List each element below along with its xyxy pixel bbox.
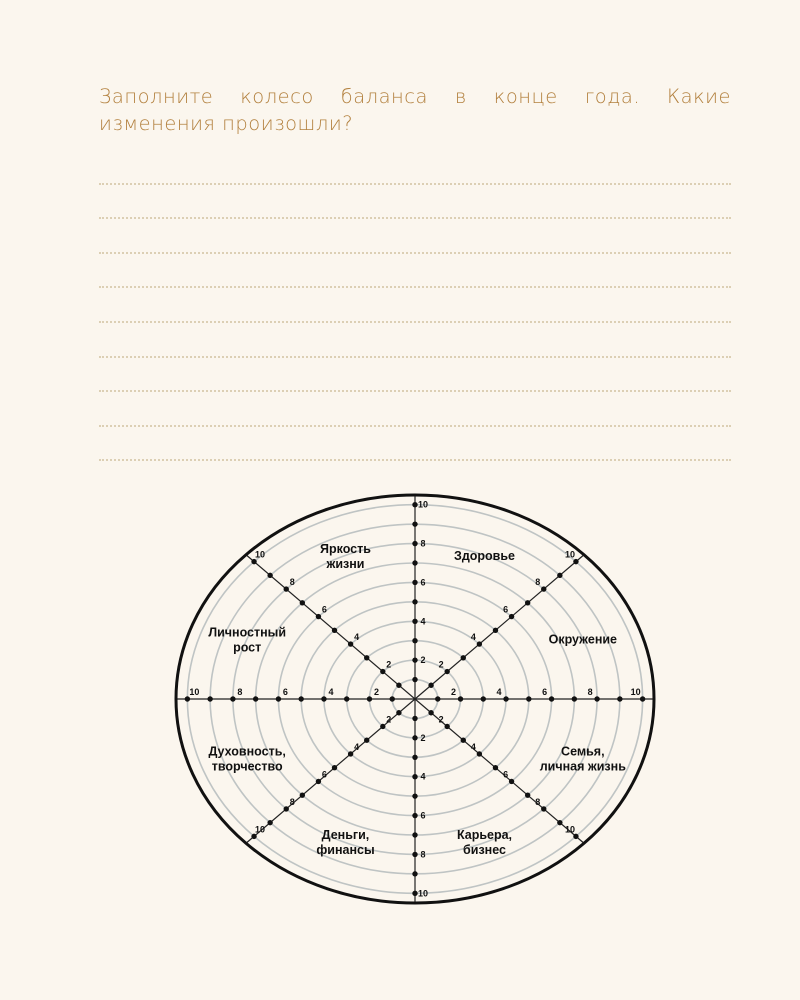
scale-tick-label: 10	[255, 549, 266, 560]
answer-line[interactable]	[99, 427, 731, 462]
scale-dot[interactable]	[412, 735, 417, 740]
scale-tick-label: 8	[237, 687, 243, 697]
segment-label-family	[540, 744, 626, 773]
answer-line[interactable]	[99, 150, 731, 185]
scale-dot[interactable]	[481, 696, 486, 701]
scale-dot[interactable]	[525, 600, 530, 605]
segment-label-line1: Окружение	[548, 632, 618, 647]
scale-dot[interactable]	[412, 871, 417, 876]
scale-tick-label: 6	[282, 687, 288, 697]
answer-lines	[99, 150, 731, 461]
scale-dot[interactable]	[541, 586, 546, 591]
segment-label-line1: Личностный	[208, 625, 287, 640]
scale-dot[interactable]	[412, 619, 417, 624]
scale-dot[interactable]	[267, 573, 272, 578]
scale-tick-label: 10	[564, 549, 575, 560]
scale-dot[interactable]	[412, 716, 417, 721]
scale-tick-label: 2	[420, 655, 426, 666]
scale-dot[interactable]	[525, 792, 530, 797]
scale-dot[interactable]	[390, 696, 395, 701]
scale-dot[interactable]	[458, 696, 463, 701]
scale-dot[interactable]	[253, 696, 258, 701]
scale-tick-label: 8	[535, 796, 541, 807]
segment-label-spirituality	[208, 744, 285, 773]
scale-dot[interactable]	[332, 765, 337, 770]
balance-wheel	[173, 492, 657, 906]
scale-dot[interactable]	[316, 614, 321, 619]
scale-dot[interactable]	[477, 641, 482, 646]
answer-line[interactable]	[99, 358, 731, 393]
scale-dot[interactable]	[493, 765, 498, 770]
segment-label-line2: творчество	[211, 759, 283, 774]
scale-dot[interactable]	[207, 696, 212, 701]
scale-dot[interactable]	[412, 677, 417, 682]
scale-tick-label: 6	[321, 604, 327, 615]
scale-tick-label: 8	[587, 687, 593, 697]
segment-label-brightness	[320, 542, 371, 571]
scale-dot[interactable]	[557, 820, 562, 825]
scale-dot[interactable]	[367, 696, 372, 701]
scale-dot[interactable]	[412, 502, 417, 507]
scale-dot[interactable]	[541, 806, 546, 811]
scale-dot[interactable]	[412, 638, 417, 643]
scale-tick-label: 10	[255, 824, 266, 835]
scale-dot[interactable]	[284, 586, 289, 591]
scale-dot[interactable]	[284, 806, 289, 811]
segment-label-line2: жизни	[326, 556, 365, 571]
scale-tick-label: 6	[542, 687, 548, 697]
scale-dot[interactable]	[251, 559, 256, 564]
scale-tick-label: 8	[420, 849, 426, 860]
scale-dot[interactable]	[412, 755, 417, 760]
scale-dot[interactable]	[230, 696, 235, 701]
scale-tick-label: 4	[354, 632, 360, 643]
segment-label-line1: Семья,	[561, 744, 605, 759]
scale-dot[interactable]	[380, 669, 385, 674]
segment-label-health	[454, 549, 515, 563]
scale-tick-label: 2	[420, 732, 426, 743]
scale-dot[interactable]	[503, 696, 508, 701]
segment-label-money	[316, 828, 374, 857]
scale-dot[interactable]	[300, 600, 305, 605]
answer-line[interactable]	[99, 392, 731, 427]
scale-dot[interactable]	[557, 573, 562, 578]
scale-dot[interactable]	[428, 683, 433, 688]
scale-dot[interactable]	[412, 521, 417, 526]
scale-dot[interactable]	[594, 696, 599, 701]
scale-dot[interactable]	[412, 852, 417, 857]
answer-line[interactable]	[99, 323, 731, 358]
scale-dot[interactable]	[380, 724, 385, 729]
scale-dot[interactable]	[444, 724, 449, 729]
segment-label-growth	[208, 626, 286, 655]
scale-dot[interactable]	[461, 655, 466, 660]
segment-label-line1: Здоровье	[454, 548, 516, 563]
scale-dot[interactable]	[573, 559, 578, 564]
segment-label-career	[457, 828, 512, 857]
scale-dot[interactable]	[412, 774, 417, 779]
segment-label-environment	[549, 633, 617, 647]
scale-tick-label: 2	[438, 659, 444, 670]
scale-tick-label: 6	[420, 577, 426, 588]
question-prompt: Заполните колесо баланса в конце года. Какие изменения произошли?	[99, 85, 731, 135]
scale-dot[interactable]	[251, 834, 256, 839]
scale-tick-label: 10	[417, 499, 429, 510]
scale-tick-label: 6	[420, 810, 426, 821]
scale-dot[interactable]	[412, 813, 417, 818]
scale-tick-label: 8	[289, 796, 295, 807]
scale-dot[interactable]	[412, 599, 417, 604]
scale-dot[interactable]	[396, 710, 401, 715]
scale-tick-label: 8	[535, 577, 541, 588]
scale-dot[interactable]	[412, 560, 417, 565]
answer-line[interactable]	[99, 219, 731, 254]
segment-label-line1: Духовность,	[208, 744, 286, 759]
scale-tick-label: 8	[289, 577, 295, 588]
scale-tick-label: 4	[496, 687, 502, 697]
scale-dot[interactable]	[412, 657, 417, 662]
scale-tick-label: 4	[470, 632, 476, 643]
scale-tick-label: 6	[503, 769, 509, 780]
scale-tick-label: 2	[386, 714, 392, 725]
scale-dot[interactable]	[364, 738, 369, 743]
scale-dot[interactable]	[572, 696, 577, 701]
scale-tick-label: 10	[564, 824, 575, 835]
scale-dot[interactable]	[321, 696, 326, 701]
scale-tick-label: 6	[503, 604, 509, 615]
scale-dot[interactable]	[332, 628, 337, 633]
scale-dot[interactable]	[435, 696, 440, 701]
scale-dot[interactable]	[509, 614, 514, 619]
scale-dot[interactable]	[300, 792, 305, 797]
scale-dot[interactable]	[185, 696, 190, 701]
scale-dot[interactable]	[640, 696, 645, 701]
segment-label-line2: рост	[233, 640, 262, 655]
scale-dot[interactable]	[549, 696, 554, 701]
scale-dot[interactable]	[412, 891, 417, 896]
scale-tick-label: 8	[420, 538, 426, 549]
scale-tick-label: 2	[373, 687, 379, 697]
scale-tick-label: 2	[438, 714, 444, 725]
scale-tick-label: 6	[321, 769, 327, 780]
scale-dot[interactable]	[348, 751, 353, 756]
answer-line[interactable]	[99, 254, 731, 289]
scale-tick-label: 2	[451, 687, 457, 697]
scale-tick-label: 10	[630, 687, 641, 697]
scale-dot[interactable]	[493, 628, 498, 633]
scale-tick-label: 4	[354, 741, 360, 752]
scale-dot[interactable]	[267, 820, 272, 825]
scale-dot[interactable]	[316, 779, 321, 784]
scale-dot[interactable]	[364, 655, 369, 660]
scale-dot[interactable]	[412, 832, 417, 837]
scale-dot[interactable]	[617, 696, 622, 701]
scale-dot[interactable]	[276, 696, 281, 701]
scale-dot[interactable]	[477, 751, 482, 756]
scale-dot[interactable]	[412, 541, 417, 546]
segment-label-line2: бизнес	[463, 843, 506, 858]
scale-tick-label: 2	[386, 659, 392, 670]
scale-dot[interactable]	[412, 580, 417, 585]
scale-dot[interactable]	[526, 696, 531, 701]
scale-dot[interactable]	[344, 696, 349, 701]
scale-tick-label: 10	[189, 687, 200, 697]
scale-tick-label: 10	[417, 888, 429, 899]
segment-label-line1: Карьера,	[456, 828, 513, 843]
scale-dot[interactable]	[396, 683, 401, 688]
scale-dot[interactable]	[428, 710, 433, 715]
scale-dot[interactable]	[298, 696, 303, 701]
answer-line[interactable]	[99, 288, 731, 323]
scale-dot[interactable]	[509, 779, 514, 784]
answer-line[interactable]	[99, 185, 731, 220]
segment-label-line1: Яркость	[320, 541, 371, 556]
scale-tick-label: 4	[420, 771, 426, 782]
scale-dot[interactable]	[461, 738, 466, 743]
scale-tick-label: 4	[328, 687, 334, 697]
scale-dot[interactable]	[348, 641, 353, 646]
scale-dot[interactable]	[573, 834, 578, 839]
scale-tick-label: 4	[470, 741, 476, 752]
scale-dot[interactable]	[444, 669, 449, 674]
scale-dot[interactable]	[412, 793, 417, 798]
segment-label-line2: личная жизнь	[539, 759, 626, 774]
scale-tick-label: 4	[420, 616, 426, 627]
segment-label-line1: Деньги,	[321, 828, 370, 843]
segment-label-line2: финансы	[316, 843, 375, 858]
